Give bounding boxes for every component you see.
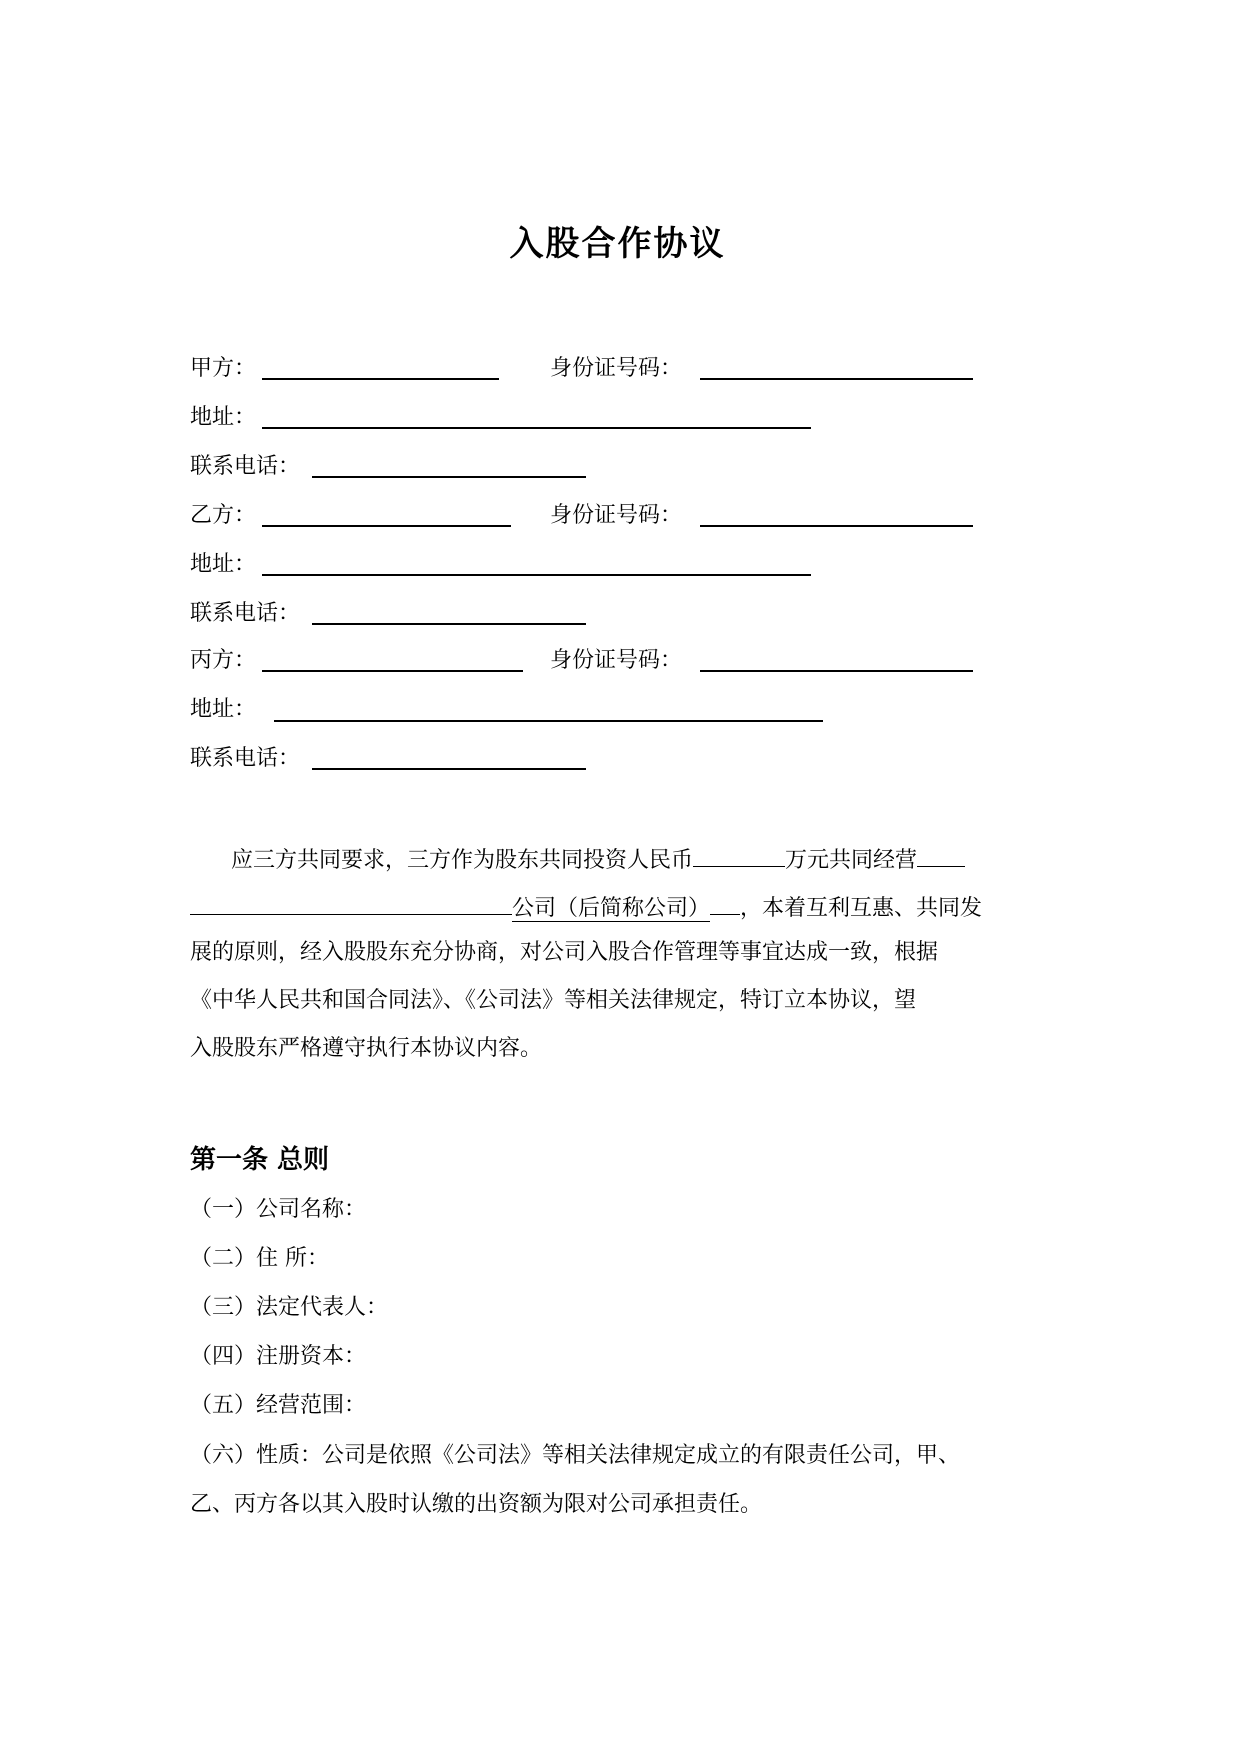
article-1-item-4: （四）注册资本：	[190, 1344, 367, 1369]
party-a-id-label: 身份证号码：	[550, 356, 683, 381]
party-b-id-blank[interactable]	[700, 525, 973, 527]
party-a-address-row	[190, 402, 256, 434]
business-blank[interactable]	[917, 840, 965, 867]
party-c-row	[190, 645, 256, 677]
party-a-row	[190, 353, 256, 385]
article-1-item-5: （五）经营范围：	[190, 1393, 367, 1418]
article-1-item-2: （二）住 所：	[190, 1246, 329, 1271]
company-short-name-text: 公司（后简称公司）	[512, 896, 711, 921]
intro-line-3: 展的原则，经入股股东充分协商，对公司入股合作管理等事宜达成一致，根据	[190, 940, 939, 965]
article-1-item-6-line-2: 乙、丙方各以其入股时认缴的出资额为限对公司承担责任。	[190, 1492, 763, 1517]
company-name-blank[interactable]	[190, 888, 512, 915]
party-a-id-blank[interactable]	[700, 378, 973, 380]
party-a-address-label: 地址：	[190, 405, 257, 430]
party-c-phone-label: 联系电话：	[190, 746, 301, 771]
party-b-address-label: 地址：	[190, 552, 257, 577]
party-a-label: 甲方：	[190, 356, 257, 381]
party-b-phone-label: 联系电话：	[190, 601, 301, 626]
intro-line-1-text-a: 应三方共同要求，三方作为股东共同投资人民币	[231, 848, 694, 873]
party-b-address-blank[interactable]	[262, 574, 811, 576]
intro-line-2	[190, 888, 1050, 925]
article-1-heading: 第一条 总则	[190, 1145, 330, 1175]
party-b-phone-blank[interactable]	[312, 623, 586, 625]
party-b-id-label: 身份证号码：	[550, 503, 683, 528]
intro-line-1	[231, 840, 1091, 877]
party-c-label: 丙方：	[190, 648, 257, 673]
party-b-name-blank[interactable]	[262, 525, 511, 527]
party-c-phone-row	[190, 743, 300, 775]
party-c-id-row	[550, 645, 682, 677]
party-b-phone-row	[190, 598, 300, 630]
party-c-address-blank[interactable]	[274, 720, 823, 722]
party-b-address-row	[190, 549, 256, 581]
party-a-phone-label: 联系电话：	[190, 454, 301, 479]
party-b-row	[190, 500, 256, 532]
party-c-id-blank[interactable]	[700, 670, 973, 672]
investment-amount-blank[interactable]	[693, 840, 785, 867]
intro-line-1-text-b: 万元共同经营	[785, 848, 918, 873]
party-c-address-label: 地址：	[190, 697, 257, 722]
party-c-address-row	[190, 694, 256, 726]
intro-line-2-text-b: ，本着互利互惠、共同发	[740, 896, 983, 921]
document-title: 入股合作协议	[509, 224, 726, 264]
party-b-label: 乙方：	[190, 503, 257, 528]
intro-line-4: 《中华人民共和国合同法》、《公司法》等相关法律规定，特订立本协议，望	[190, 988, 917, 1013]
intro-line-5: 入股股东严格遵守执行本协议内容。	[190, 1036, 543, 1061]
party-a-id-row	[550, 353, 682, 385]
party-a-address-blank[interactable]	[262, 427, 811, 429]
party-a-phone-blank[interactable]	[312, 476, 586, 478]
party-c-name-blank[interactable]	[262, 670, 523, 672]
article-1-item-3: （三）法定代表人：	[190, 1295, 389, 1320]
party-b-id-row	[550, 500, 682, 532]
article-1-item-6-line-1: （六）性质：公司是依照《公司法》等相关法律规定成立的有限责任公司，甲、	[190, 1443, 961, 1468]
article-1-item-1: （一）公司名称：	[190, 1197, 367, 1222]
party-a-phone-row	[190, 451, 300, 483]
party-c-id-label: 身份证号码：	[550, 648, 683, 673]
party-c-phone-blank[interactable]	[312, 768, 586, 770]
party-a-name-blank[interactable]	[262, 378, 499, 380]
company-short-name-blank[interactable]	[710, 888, 740, 915]
